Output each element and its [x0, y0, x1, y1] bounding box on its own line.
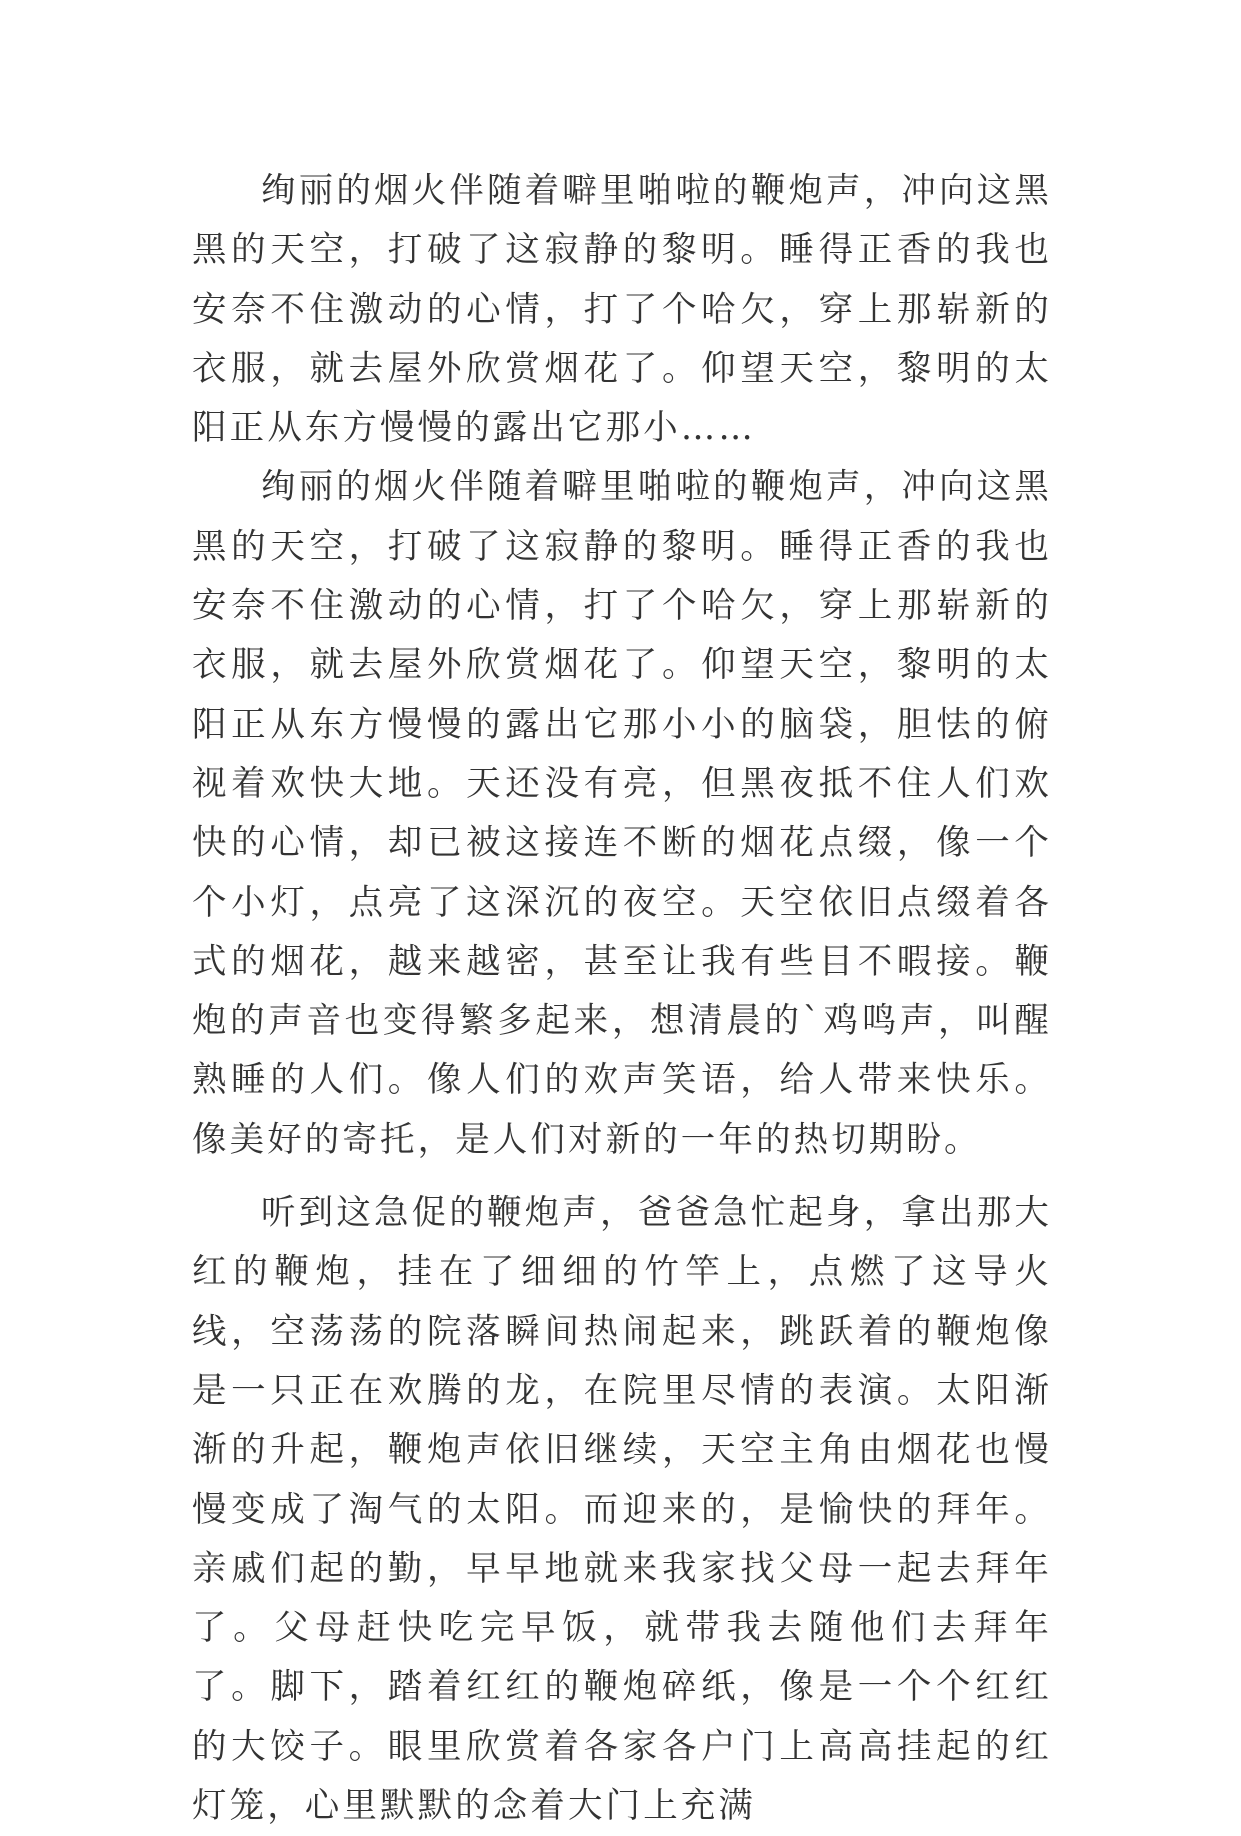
paragraph-1: 绚丽的烟火伴随着噼里啪啦的鞭炮声，冲向这黑黑的天空，打破了这寂静的黎明。睡得正香的我也安奈不住激动的心情，打了个哈欠，穿上那崭新的衣服，就去屋外欣赏烟花了。仰望天空，黎明的太阳正从东方慢慢的露出它那小……	[192, 171, 1052, 449]
paragraph-3: 听到这急促的鞭炮声，爸爸急忙起身，拿出那大红的鞭炮，挂在了细细的竹竿上，点燃了这导火线，空荡荡的院落瞬间热闹起来，跳跃着的鞭炮像是一只正在欢腾的龙，在院里尽情的表演。太阳渐渐的升起，鞭炮声依旧继续，天空主角由烟花也慢慢变成了淘气的太阳。而迎来的，是愉快的拜年。亲戚们起的勤，早早地就来我家找父母一起去拜年了。父母赶快吃完早饭，就带我去随他们去拜年了。脚下，踏着红红的鞭炮碎纸，像是一个个红红的大饺子。眼里欣赏着各家各户门上高高挂起的红灯笼，心里默默的念着大门上充满	[192, 1193, 1052, 1827]
paragraph-2: 绚丽的烟火伴随着噼里啪啦的鞭炮声，冲向这黑黑的天空，打破了这寂静的黎明。睡得正香的我也安奈不住激动的心情，打了个哈欠，穿上那崭新的衣服，就去屋外欣赏烟花了。仰望天空，黎明的太阳正从东方慢慢的露出它那小小的脑袋，胆怯的俯视着欢快大地。天还没有亮，但黑夜抵不住人们欢快的心情，却已被这接连不断的烟花点缀，像一个个小灯，点亮了这深沉的夜空。天空依旧点缀着各式的烟花，越来越密，甚至让我有些目不暇接。鞭炮的声音也变得繁多起来，想清晨的`鸡鸣声，叫醒熟睡的人们。像人们的欢声笑语，给人带来快乐。像美好的寄托，是人们对新的一年的热切期盼。	[192, 467, 1052, 1160]
document-body	[192, 162, 1052, 1836]
